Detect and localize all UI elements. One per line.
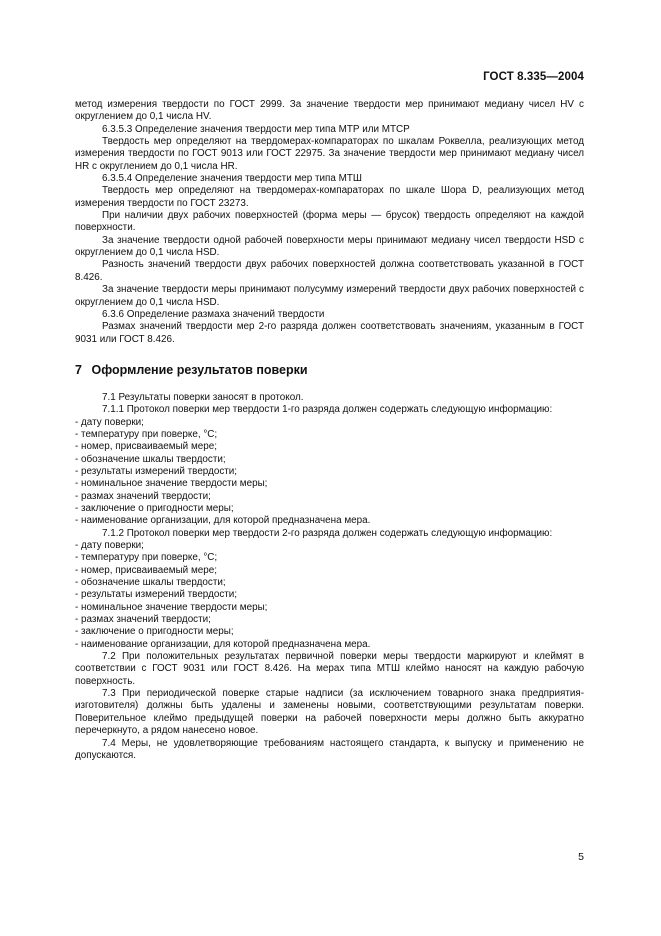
list-item: - обозначение шкалы твердости; (75, 577, 226, 589)
section-title: Оформление результатов поверки (91, 362, 308, 377)
paragraphs-block-b (75, 392, 584, 762)
list-item: - номинальное значение твердости меры; (75, 601, 268, 613)
paragraph: 7.2 При положительных результатах первичной поверки меры твердости маркируют и клеймят в соответствии с ГОСТ 9031 или ГОСТ 8.426. На мерах типа МТШ клеймо наносят на каждую рабочую поверхность. (75, 651, 584, 687)
paragraph: 7.1 Результаты поверки заносят в протокол. (102, 391, 304, 403)
paragraph: При наличии двух рабочих поверхностей (форма меры — брусок) твердость определяют на каждой поверхности. (75, 210, 584, 234)
paragraph: 7.3 При периодической поверке старые надписи (за исключением товарного знака предприятия-изготовителя) должны быть удалены и заменены новыми, соответствующими результатам поверки. Поверительное клеймо предыдущей поверки на рабочей поверхности меры должно быть аккуратно перечеркнуто, а рядом нанесено новое. (75, 688, 584, 737)
list-item: - температуру при поверке, °С; (75, 552, 218, 564)
paragraph: Твердость мер определяют на твердомерах-компараторах по шкалам Роквелла, реализующих метод измерения твердости по ГОСТ 9013 или ГОСТ 22975. За значение твердости мер принимают медиану чисел HR с округлением до 0,1 числа HR. (75, 136, 584, 172)
document-body (75, 99, 584, 762)
list-item: - температуру при поверке, °С; (75, 428, 218, 440)
list-item: - заключение о пригодности меры; (75, 502, 234, 514)
list-item: - наименование организации, для которой предназначена мера. (75, 638, 371, 650)
paragraph: За значение твердости одной рабочей поверхности меры принимают медиану чисел твердости HSD с округлением до 0,1 числа HSD. (75, 234, 584, 259)
list-item: - наименование организации, для которой предназначена мера. (75, 515, 371, 527)
paragraphs-block-a (75, 99, 584, 346)
list-item: - дату поверки; (75, 416, 144, 428)
list-item: - размах значений твердости; (75, 490, 211, 502)
paragraph: метод измерения твердости по ГОСТ 2999. За значение твердости мер принимают медиану чисел HV с округлением до 0,1 числа HV. (75, 99, 584, 123)
list-item: - дату поверки; (75, 540, 144, 551)
paragraph: Твердость мер определяют на твердомерах-компараторах по шкале Шора D, реализующих метод измерения твердости по ГОСТ 23273. (75, 185, 584, 209)
section-number: 7 (75, 362, 82, 377)
section-heading (75, 363, 584, 377)
list-item: - номер, присваиваемый мере; (75, 441, 217, 453)
paragraph: 6.3.5.4 Определение значения твердости мер типа МТШ (102, 173, 362, 185)
paragraph: 7.1.1 Протокол поверки мер твердости 1-го разряда должен содержать следующую информацию: (102, 404, 553, 416)
list-item: - номер, присваиваемый мере; (75, 564, 217, 576)
list-item: - результаты измерений твердости; (75, 465, 238, 477)
list-item: - заключение о пригодности меры; (75, 626, 234, 638)
paragraph: 6.3.5.3 Определение значения твердости мер типа МТР или МТСР (102, 123, 410, 135)
paragraph: Размах значений твердости мер 2-го разряда должен соответствовать значениям, указанным в ГОСТ 9031 или ГОСТ 8.426. (75, 321, 584, 345)
document-header: ГОСТ 8.335—2004 (483, 71, 584, 83)
paragraph: 7.4 Меры, не удовлетворяющие требованиям настоящего стандарта, к выпуску и применению не допускаются. (75, 737, 584, 761)
list-item: - обозначение шкалы твердости; (75, 453, 226, 465)
list-item: - размах значений твердости; (75, 614, 211, 626)
paragraph: 6.3.6 Определение размаха значений твердости (102, 308, 325, 320)
paragraph: Разность значений твердости двух рабочих поверхностей должна соответствовать указанной в ГОСТ 8.426. (75, 259, 584, 283)
page-number: 5 (578, 851, 584, 863)
list-item: - результаты измерений твердости; (75, 589, 238, 601)
paragraph: 7.1.2 Протокол поверки мер твердости 2-го разряда должен содержать следующую информацию: (102, 527, 553, 539)
list-item: - номинальное значение твердости меры; (75, 478, 268, 490)
paragraph: За значение твердости меры принимают полусумму измерений твердости двух рабочих поверхностей с округлением до 0,1 числа HSD. (75, 284, 584, 308)
